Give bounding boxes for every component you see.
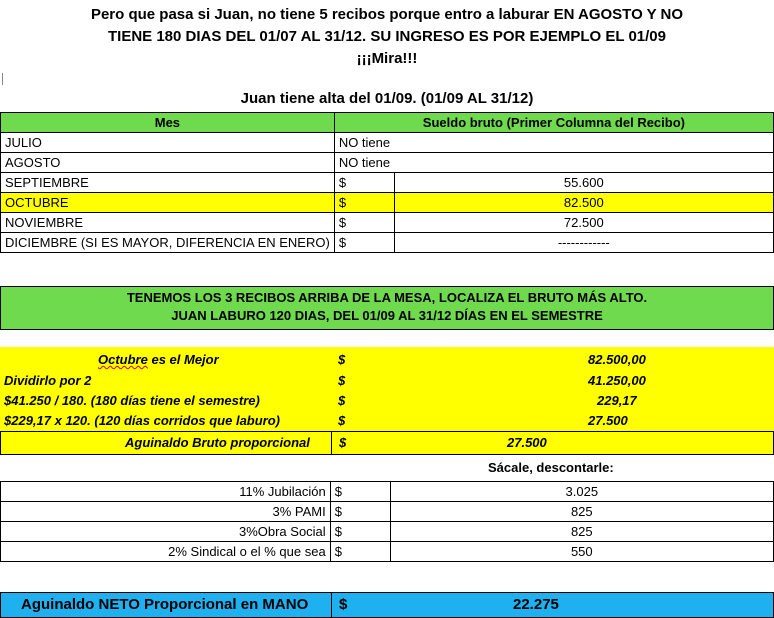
calculation-block — [0, 347, 774, 431]
descuento-label: 3% PAMI — [1, 502, 331, 522]
table-row — [1, 542, 774, 562]
table-row — [1, 213, 774, 233]
months-header-row — [1, 113, 774, 133]
value-cell: 82.500 — [394, 193, 773, 213]
months-table — [0, 112, 774, 253]
currency-cell: $ — [330, 522, 390, 542]
table-row — [1, 173, 774, 193]
aguinaldo-bruto-row — [0, 431, 774, 455]
calc-div-label: Dividirlo por 2 — [4, 373, 92, 388]
table-row — [1, 482, 774, 502]
calc-row-mejor — [0, 349, 774, 370]
value-cell: 3.025 — [390, 482, 773, 502]
value-cell: 72.500 — [394, 213, 773, 233]
text-cursor — [2, 73, 3, 85]
sueldo-text: NO tiene — [334, 133, 773, 153]
calc-per-day-label: $41.250 / 180. (180 días tiene el semestre) — [4, 393, 260, 408]
aguinaldo-neto-row — [0, 592, 774, 618]
month-cell: SEPTIEMBRE — [1, 173, 335, 193]
calc-mejor-rest: es el Mejor — [151, 352, 219, 367]
sueldo-text: NO tiene — [334, 153, 773, 173]
calc-per-day-value: 229,17 — [597, 393, 637, 408]
month-cell: DICIEMBRE (SI ES MAYOR, DIFERENCIA EN ENERO) — [1, 233, 335, 253]
header-mes: Mes — [1, 113, 335, 133]
calc-worked-value: 27.500 — [588, 413, 628, 428]
value-cell: ------------ — [394, 233, 773, 253]
currency-cell: $ — [334, 213, 394, 233]
aguinaldo-bruto-currency: $ — [339, 435, 347, 450]
currency-cell: $ — [330, 542, 390, 562]
calc-mejor-value: 82.500,00 — [588, 352, 646, 367]
table-row — [1, 153, 774, 173]
table-row — [1, 233, 774, 253]
value-cell: 825 — [390, 502, 773, 522]
table-row-highlight — [1, 193, 774, 213]
banner-line-2: JUAN LABURO 120 DIAS, DEL 01/09 AL 31/12 DÍAS EN EL SEMESTRE — [171, 308, 603, 323]
info-banner — [0, 286, 774, 330]
calc-row-per-day — [0, 390, 774, 411]
value-cell: 550 — [390, 542, 773, 562]
table-row — [1, 522, 774, 542]
aguinaldo-bruto-value: 27.500 — [507, 435, 547, 450]
calc-mejor-currency: $ — [338, 352, 346, 367]
calc-per-day-currency: $ — [338, 393, 346, 408]
calc-row-worked — [0, 410, 774, 431]
banner-line-1: TENEMOS LOS 3 RECIBOS ARRIBA DE LA MESA, LOCALIZA EL BRUTO MÁS ALTO. — [126, 290, 648, 305]
header-sueldo: Sueldo bruto (Primer Columna del Recibo) — [334, 113, 773, 133]
month-cell: JULIO — [1, 133, 335, 153]
descuentos-table — [0, 481, 774, 562]
divider — [331, 593, 332, 617]
calc-worked-label: $229,17 x 120. (120 días corridos que laburo) — [4, 413, 281, 428]
descuento-label: 3%Obra Social — [1, 522, 331, 542]
aguinaldo-neto-currency: $ — [339, 596, 348, 613]
value-cell: 55.600 — [394, 173, 773, 193]
descuento-label: 2% Sindical o el % que sea — [1, 542, 331, 562]
subtitle: Juan tiene alta del 01/09. (01/09 AL 31/12) — [240, 90, 534, 107]
divider — [331, 432, 332, 454]
descuento-label: 11% Jubilación — [1, 482, 331, 502]
calc-worked-currency: $ — [338, 413, 346, 428]
calc-mejor-label — [98, 349, 219, 370]
month-cell: AGOSTO — [1, 153, 335, 173]
calc-mejor-word: Octubre — [98, 352, 148, 367]
currency-cell: $ — [334, 173, 394, 193]
table-row — [1, 133, 774, 153]
month-cell: OCTUBRE — [1, 193, 335, 213]
currency-cell: $ — [330, 502, 390, 522]
currency-cell: $ — [334, 193, 394, 213]
currency-cell: $ — [330, 482, 390, 502]
calc-row-dividir — [0, 370, 774, 391]
calc-div-currency: $ — [338, 373, 346, 388]
aguinaldo-neto-label: Aguinaldo NETO Proporcional en MANO — [21, 596, 309, 613]
descuentos-title: Sácale, descontarle: — [488, 460, 614, 475]
month-cell: NOVIEMBRE — [1, 213, 335, 233]
aguinaldo-bruto-label: Aguinaldo Bruto proporcional — [125, 435, 310, 450]
intro-line-1: Pero que pasa si Juan, no tiene 5 recibos porque entro a laburar EN AGOSTO Y NO — [90, 6, 684, 23]
intro-line-3: ¡¡¡Mira!!! — [356, 50, 418, 67]
intro-line-2: TIENE 180 DIAS DEL 01/07 AL 31/12. SU INGRESO ES POR EJEMPLO EL 01/09 — [108, 28, 666, 45]
aguinaldo-neto-value: 22.275 — [513, 596, 559, 613]
currency-cell: $ — [334, 233, 394, 253]
calc-div-value: 41.250,00 — [588, 373, 646, 388]
value-cell: 825 — [390, 522, 773, 542]
table-row — [1, 502, 774, 522]
